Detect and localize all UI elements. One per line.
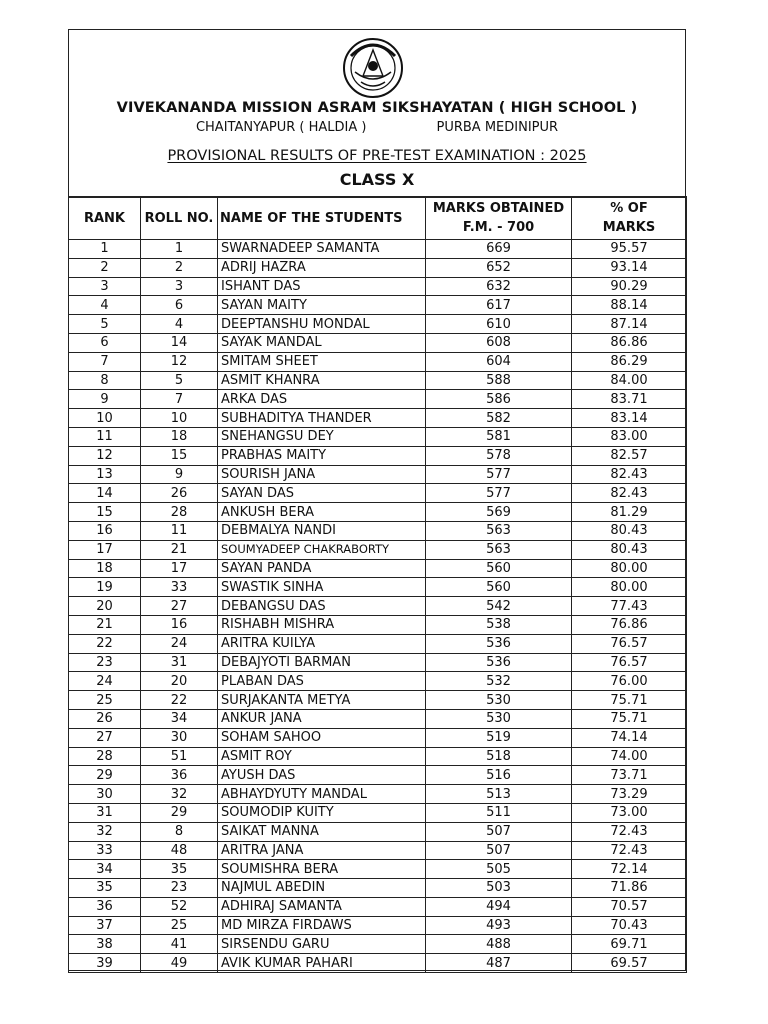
table-row <box>69 540 687 559</box>
pct-cell: 70.43 <box>572 916 687 935</box>
rank-cell: 16 <box>69 521 141 540</box>
pct-cell: 69.57 <box>572 954 687 973</box>
address-right: PURBA MEDINIPUR <box>436 120 559 135</box>
pct-cell: 95.57 <box>572 240 687 259</box>
rank-cell: 3 <box>69 277 141 296</box>
rank-cell: 20 <box>69 597 141 616</box>
name-cell: SWARNADEEP SAMANTA <box>218 240 426 259</box>
marks-cell: 538 <box>426 615 572 634</box>
rank-cell: 34 <box>69 860 141 879</box>
name-cell: ANKUSH BERA <box>218 503 426 522</box>
roll-cell: 11 <box>141 521 218 540</box>
table-body <box>69 240 687 973</box>
rank-cell: 26 <box>69 709 141 728</box>
name-cell: ARKA DAS <box>218 390 426 409</box>
rank-cell: 22 <box>69 634 141 653</box>
marks-cell: 494 <box>426 897 572 916</box>
name-cell: SIRSENDU GARU <box>218 935 426 954</box>
pct-cell: 69.71 <box>572 935 687 954</box>
rank-cell: 37 <box>69 916 141 935</box>
marks-cell: 608 <box>426 333 572 352</box>
roll-cell: 26 <box>141 484 218 503</box>
table-row <box>69 653 687 672</box>
roll-cell: 36 <box>141 766 218 785</box>
name-cell: ABHAYDYUTY MANDAL <box>218 785 426 804</box>
roll-cell: 25 <box>141 916 218 935</box>
rank-cell: 6 <box>69 333 141 352</box>
table-row <box>69 446 687 465</box>
rank-cell: 24 <box>69 672 141 691</box>
roll-cell: 32 <box>141 785 218 804</box>
roll-cell: 34 <box>141 709 218 728</box>
rank-cell: 36 <box>69 897 141 916</box>
table-row <box>69 709 687 728</box>
roll-cell: 48 <box>141 841 218 860</box>
table-row <box>69 897 687 916</box>
marks-cell: 518 <box>426 747 572 766</box>
pct-cell: 80.00 <box>572 578 687 597</box>
roll-cell: 14 <box>141 333 218 352</box>
pct-cell: 75.71 <box>572 709 687 728</box>
pct-cell: 72.43 <box>572 841 687 860</box>
pct-cell: 88.14 <box>572 296 687 315</box>
table-row <box>69 879 687 898</box>
school-emblem-icon <box>341 36 405 100</box>
rank-cell: 21 <box>69 615 141 634</box>
marks-cell: 586 <box>426 390 572 409</box>
roll-cell: 15 <box>141 446 218 465</box>
pct-cell: 71.86 <box>572 879 687 898</box>
address-left: CHAITANYAPUR ( HALDIA ) <box>195 120 367 135</box>
school-name: VIVEKANANDA MISSION ASRAM SIKSHAYATAN ( HIGH SCHOOL ) <box>116 100 638 116</box>
col-header-pct <box>572 197 687 240</box>
marks-cell: 507 <box>426 841 572 860</box>
roll-cell: 49 <box>141 954 218 973</box>
roll-cell: 1 <box>141 240 218 259</box>
pct-cell: 73.71 <box>572 766 687 785</box>
table-row <box>69 916 687 935</box>
school-address <box>69 120 685 135</box>
pct-cell: 77.43 <box>572 597 687 616</box>
rank-cell: 17 <box>69 540 141 559</box>
name-cell: SAYAN DAS <box>218 484 426 503</box>
pct-cell: 76.57 <box>572 653 687 672</box>
marks-cell: 530 <box>426 709 572 728</box>
pct-cell: 76.57 <box>572 634 687 653</box>
name-cell: DEBAJYOTI BARMAN <box>218 653 426 672</box>
marks-cell: 519 <box>426 728 572 747</box>
pct-cell: 83.14 <box>572 409 687 428</box>
pct-cell: 86.29 <box>572 352 687 371</box>
table-row <box>69 296 687 315</box>
table-row <box>69 615 687 634</box>
pct-cell: 70.57 <box>572 897 687 916</box>
table-header-row <box>69 197 687 240</box>
marks-cell: 560 <box>426 578 572 597</box>
rank-cell: 10 <box>69 409 141 428</box>
name-cell: PRABHAS MAITY <box>218 446 426 465</box>
pct-cell: 74.14 <box>572 728 687 747</box>
roll-cell: 7 <box>141 390 218 409</box>
name-cell: ANKUR JANA <box>218 709 426 728</box>
marks-header-line1: MARKS OBTAINED <box>432 201 565 216</box>
rank-cell: 9 <box>69 390 141 409</box>
rank-cell: 14 <box>69 484 141 503</box>
pct-cell: 80.00 <box>572 559 687 578</box>
rank-cell: 38 <box>69 935 141 954</box>
marks-cell: 610 <box>426 315 572 334</box>
marks-cell: 511 <box>426 803 572 822</box>
table-row <box>69 352 687 371</box>
marks-cell: 577 <box>426 484 572 503</box>
name-cell: SOUMODIP KUITY <box>218 803 426 822</box>
roll-cell: 30 <box>141 728 218 747</box>
marks-cell: 536 <box>426 653 572 672</box>
marks-cell: 505 <box>426 860 572 879</box>
rank-cell: 28 <box>69 747 141 766</box>
pct-cell: 83.00 <box>572 427 687 446</box>
marks-cell: 488 <box>426 935 572 954</box>
sheet-header <box>69 30 685 198</box>
rank-cell: 31 <box>69 803 141 822</box>
table-row <box>69 333 687 352</box>
roll-cell: 27 <box>141 597 218 616</box>
rank-cell: 13 <box>69 465 141 484</box>
rank-cell: 18 <box>69 559 141 578</box>
pct-cell: 72.43 <box>572 822 687 841</box>
marks-cell: 542 <box>426 597 572 616</box>
roll-cell: 17 <box>141 559 218 578</box>
marks-cell: 516 <box>426 766 572 785</box>
marks-cell: 503 <box>426 879 572 898</box>
pct-cell: 82.57 <box>572 446 687 465</box>
pct-cell: 83.71 <box>572 390 687 409</box>
roll-cell: 5 <box>141 371 218 390</box>
roll-cell: 6 <box>141 296 218 315</box>
col-header-name: NAME OF THE STUDENTS <box>218 197 426 240</box>
marks-cell: 493 <box>426 916 572 935</box>
rank-cell: 32 <box>69 822 141 841</box>
name-cell: AYUSH DAS <box>218 766 426 785</box>
rank-cell: 1 <box>69 240 141 259</box>
name-cell: SWASTIK SINHA <box>218 578 426 597</box>
exam-title-text: PROVISIONAL RESULTS OF PRE-TEST EXAMINATION : 2025 <box>167 148 587 164</box>
pct-cell: 72.14 <box>572 860 687 879</box>
table-row <box>69 728 687 747</box>
results-sheet <box>68 29 686 971</box>
roll-cell: 18 <box>141 427 218 446</box>
pct-cell: 82.43 <box>572 484 687 503</box>
name-cell: ADRIJ HAZRA <box>218 258 426 277</box>
rank-cell: 4 <box>69 296 141 315</box>
name-cell: DEBMALYA NANDI <box>218 521 426 540</box>
roll-cell: 16 <box>141 615 218 634</box>
marks-cell: 581 <box>426 427 572 446</box>
name-cell: NAJMUL ABEDIN <box>218 879 426 898</box>
pct-cell: 73.29 <box>572 785 687 804</box>
table-row <box>69 521 687 540</box>
rank-cell: 8 <box>69 371 141 390</box>
pct-cell: 75.71 <box>572 691 687 710</box>
table-row <box>69 766 687 785</box>
rank-cell: 23 <box>69 653 141 672</box>
rank-cell: 27 <box>69 728 141 747</box>
marks-cell: 617 <box>426 296 572 315</box>
name-cell: DEBANGSU DAS <box>218 597 426 616</box>
roll-cell: 41 <box>141 935 218 954</box>
rank-cell: 35 <box>69 879 141 898</box>
name-cell: ARITRA JANA <box>218 841 426 860</box>
roll-cell: 4 <box>141 315 218 334</box>
table-row <box>69 597 687 616</box>
name-cell: SAYAK MANDAL <box>218 333 426 352</box>
roll-cell: 33 <box>141 578 218 597</box>
pct-cell: 87.14 <box>572 315 687 334</box>
roll-cell: 8 <box>141 822 218 841</box>
name-cell: RISHABH MISHRA <box>218 615 426 634</box>
pct-cell: 76.00 <box>572 672 687 691</box>
col-header-rank: RANK <box>69 197 141 240</box>
table-row <box>69 409 687 428</box>
marks-header-line2: F.M. - 700 <box>462 220 535 235</box>
marks-cell: 604 <box>426 352 572 371</box>
roll-cell: 51 <box>141 747 218 766</box>
exam-title <box>69 148 685 164</box>
name-cell: DEEPTANSHU MONDAL <box>218 315 426 334</box>
name-cell: SOURISH JANA <box>218 465 426 484</box>
roll-cell: 24 <box>141 634 218 653</box>
marks-cell: 536 <box>426 634 572 653</box>
rank-cell: 33 <box>69 841 141 860</box>
name-cell: ADHIRAJ SAMANTA <box>218 897 426 916</box>
marks-cell: 507 <box>426 822 572 841</box>
pct-cell: 93.14 <box>572 258 687 277</box>
name-cell: ARITRA KUILYA <box>218 634 426 653</box>
roll-cell: 20 <box>141 672 218 691</box>
name-cell: ASMIT ROY <box>218 747 426 766</box>
rank-cell: 11 <box>69 427 141 446</box>
pct-cell: 84.00 <box>572 371 687 390</box>
rank-cell: 7 <box>69 352 141 371</box>
pct-cell: 82.43 <box>572 465 687 484</box>
results-table <box>68 196 687 973</box>
marks-cell: 560 <box>426 559 572 578</box>
marks-cell: 563 <box>426 521 572 540</box>
roll-cell: 3 <box>141 277 218 296</box>
rank-cell: 15 <box>69 503 141 522</box>
class-label: CLASS X <box>339 170 415 189</box>
pct-cell: 90.29 <box>572 277 687 296</box>
rank-cell: 19 <box>69 578 141 597</box>
table-row <box>69 954 687 973</box>
marks-cell: 569 <box>426 503 572 522</box>
rank-cell: 5 <box>69 315 141 334</box>
table-row <box>69 803 687 822</box>
roll-cell: 9 <box>141 465 218 484</box>
marks-cell: 487 <box>426 954 572 973</box>
table-row <box>69 634 687 653</box>
name-cell: SNEHANGSU DEY <box>218 427 426 446</box>
marks-cell: 532 <box>426 672 572 691</box>
roll-cell: 31 <box>141 653 218 672</box>
col-header-roll: ROLL NO. <box>141 197 218 240</box>
name-cell: ISHANT DAS <box>218 277 426 296</box>
rank-cell: 2 <box>69 258 141 277</box>
table-row <box>69 691 687 710</box>
name-cell: SOUMYADEEP CHAKRABORTY <box>218 540 426 559</box>
rank-cell: 29 <box>69 766 141 785</box>
pct-cell: 73.00 <box>572 803 687 822</box>
pct-cell: 80.43 <box>572 521 687 540</box>
name-cell: SURJAKANTA METYA <box>218 691 426 710</box>
marks-cell: 588 <box>426 371 572 390</box>
rank-cell: 39 <box>69 954 141 973</box>
table-row <box>69 427 687 446</box>
name-cell: SOHAM SAHOO <box>218 728 426 747</box>
pct-cell: 74.00 <box>572 747 687 766</box>
marks-cell: 652 <box>426 258 572 277</box>
table-row <box>69 277 687 296</box>
name-cell: SAIKAT MANNA <box>218 822 426 841</box>
name-cell: SMITAM SHEET <box>218 352 426 371</box>
pct-cell: 76.86 <box>572 615 687 634</box>
rank-cell: 12 <box>69 446 141 465</box>
marks-cell: 513 <box>426 785 572 804</box>
rank-cell: 25 <box>69 691 141 710</box>
col-header-marks <box>426 197 572 240</box>
table-row <box>69 672 687 691</box>
table-row <box>69 390 687 409</box>
roll-cell: 35 <box>141 860 218 879</box>
table-row <box>69 240 687 259</box>
table-row <box>69 258 687 277</box>
table-row <box>69 785 687 804</box>
table-row <box>69 315 687 334</box>
marks-cell: 563 <box>426 540 572 559</box>
name-cell: SOUMISHRA BERA <box>218 860 426 879</box>
roll-cell: 23 <box>141 879 218 898</box>
roll-cell: 52 <box>141 897 218 916</box>
table-row <box>69 822 687 841</box>
pct-cell: 86.86 <box>572 333 687 352</box>
marks-cell: 632 <box>426 277 572 296</box>
name-cell: PLABAN DAS <box>218 672 426 691</box>
pct-cell: 81.29 <box>572 503 687 522</box>
table-row <box>69 935 687 954</box>
rank-cell: 30 <box>69 785 141 804</box>
name-cell: SAYAN PANDA <box>218 559 426 578</box>
pct-header-line2: MARKS <box>602 220 656 235</box>
table-row <box>69 860 687 879</box>
pct-header-line1: % OF <box>610 201 648 216</box>
table-row <box>69 503 687 522</box>
name-cell: SUBHADITYA THANDER <box>218 409 426 428</box>
roll-cell: 12 <box>141 352 218 371</box>
marks-cell: 578 <box>426 446 572 465</box>
table-row <box>69 465 687 484</box>
table-row <box>69 747 687 766</box>
roll-cell: 21 <box>141 540 218 559</box>
roll-cell: 28 <box>141 503 218 522</box>
marks-cell: 530 <box>426 691 572 710</box>
roll-cell: 29 <box>141 803 218 822</box>
marks-cell: 669 <box>426 240 572 259</box>
table-row <box>69 371 687 390</box>
roll-cell: 2 <box>141 258 218 277</box>
name-cell: SAYAN MAITY <box>218 296 426 315</box>
roll-cell: 22 <box>141 691 218 710</box>
roll-cell: 10 <box>141 409 218 428</box>
table-row <box>69 484 687 503</box>
pct-cell: 80.43 <box>572 540 687 559</box>
marks-cell: 582 <box>426 409 572 428</box>
marks-cell: 577 <box>426 465 572 484</box>
name-cell: AVIK KUMAR PAHARI <box>218 954 426 973</box>
name-cell: MD MIRZA FIRDAWS <box>218 916 426 935</box>
name-cell: ASMIT KHANRA <box>218 371 426 390</box>
table-row <box>69 578 687 597</box>
table-row <box>69 559 687 578</box>
table-row <box>69 841 687 860</box>
